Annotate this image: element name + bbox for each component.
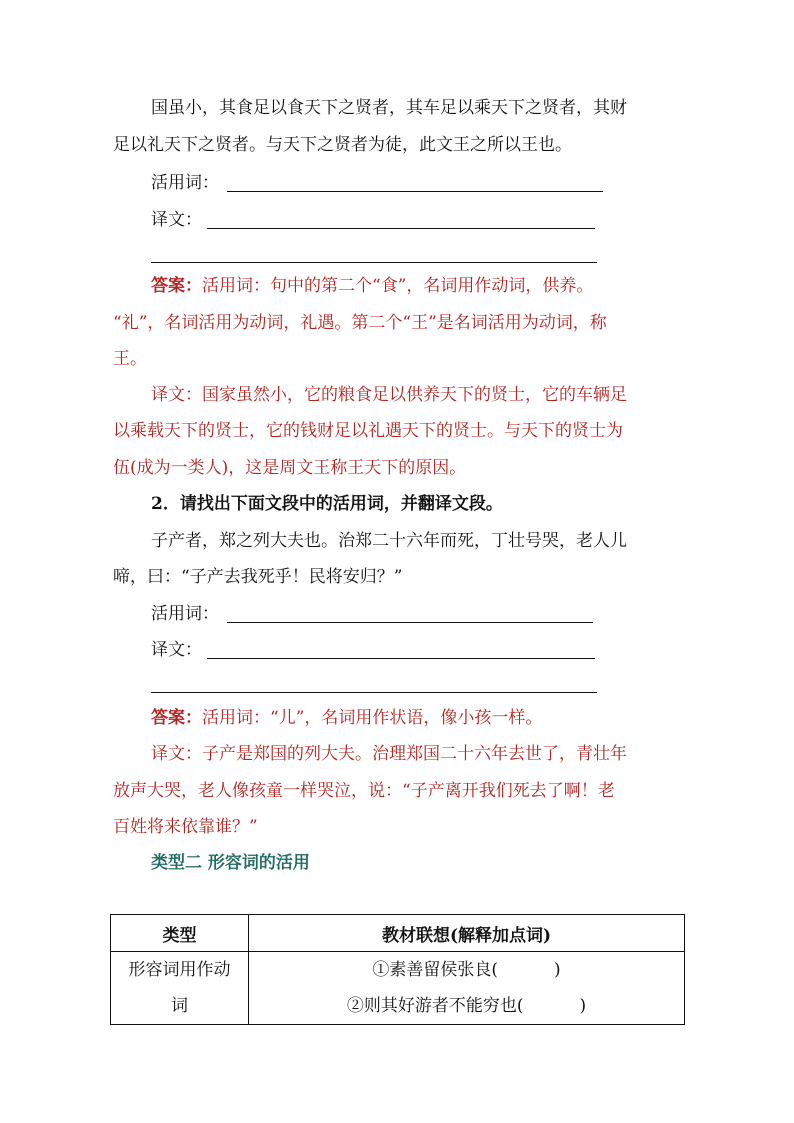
translation-line: 放声大哭，老人像孩童一样哭泣，说：“子产离开我们死去了啊！老 (113, 781, 615, 801)
type-line: 词 (171, 996, 188, 1016)
answer-label: 答案： (151, 276, 202, 296)
yiwen-label: 译文： (151, 640, 202, 660)
translation-line: 译文：子产是郑国的列大夫。治理郑国二十六年去世了，青壮年 (151, 744, 627, 764)
section-title: 类型二 形容词的活用 (151, 853, 310, 873)
table-header: 类型 (111, 915, 249, 952)
huoyongci-label: 活用词： (151, 604, 219, 624)
answer-line: 答案：活用词：“儿”，名词用作状语，像小孩一样。 (151, 708, 543, 728)
list-item: ①素善留侯张良( ) (372, 960, 561, 980)
answer-blank-line[interactable] (227, 622, 593, 623)
answer-label: 答案： (151, 708, 202, 728)
answer-blank-line[interactable] (151, 262, 597, 263)
translation-line: 译文：国家虽然小，它的粮食足以供养天下的贤士，它的车辆足 (151, 385, 627, 405)
answer-line: 王。 (113, 349, 147, 369)
yiwen-label: 译文： (151, 210, 202, 230)
type-line: 形容词用作动 (128, 960, 231, 980)
translation-line: 以乘载天下的贤士，它的钱财足以礼遇天下的贤士。与天下的贤士为 (113, 421, 623, 441)
passage-line: 足以礼天下之贤者。与天下之贤者为徒，此文王之所以王也。 (113, 135, 572, 155)
answer-line: “礼”，名词活用为动词，礼遇。第二个“王”是名词活用为动词，称 (113, 313, 607, 333)
answer-line: 答案：活用词：句中的第二个“食”，名词用作动词，供养。 (151, 276, 594, 296)
table-header: 教材联想(解释加点词) (249, 915, 685, 952)
table-row (111, 952, 685, 1025)
huoyongci-label: 活用词： (151, 173, 219, 193)
passage-line: 国虽小，其食足以食天下之贤者，其车足以乘天下之贤者，其财 (151, 98, 627, 118)
usage-table (110, 914, 685, 1025)
passage-line: 子产者，郑之列大夫也。治郑二十六年而死，丁壮号哭，老人儿 (151, 531, 627, 551)
table-cell-items (249, 952, 685, 1025)
answer-blank-line[interactable] (207, 228, 595, 229)
translation-line: 伍(成为一类人)，这是周文王称王天下的原因。 (113, 458, 467, 478)
answer-blank-line[interactable] (207, 658, 595, 659)
answer-blank-line[interactable] (151, 692, 597, 693)
answer-blank-line[interactable] (227, 191, 603, 192)
table-cell-type (111, 952, 249, 1025)
question-title: 2．请找出下面文段中的活用词，并翻译文段。 (151, 494, 503, 514)
translation-line: 百姓将来依靠谁？” (113, 817, 258, 837)
list-item: ②则其好游者不能穷也( ) (346, 996, 587, 1016)
passage-line: 啼，曰：“子产去我死乎！民将安归？” (113, 567, 403, 587)
table-header-row (111, 915, 685, 952)
